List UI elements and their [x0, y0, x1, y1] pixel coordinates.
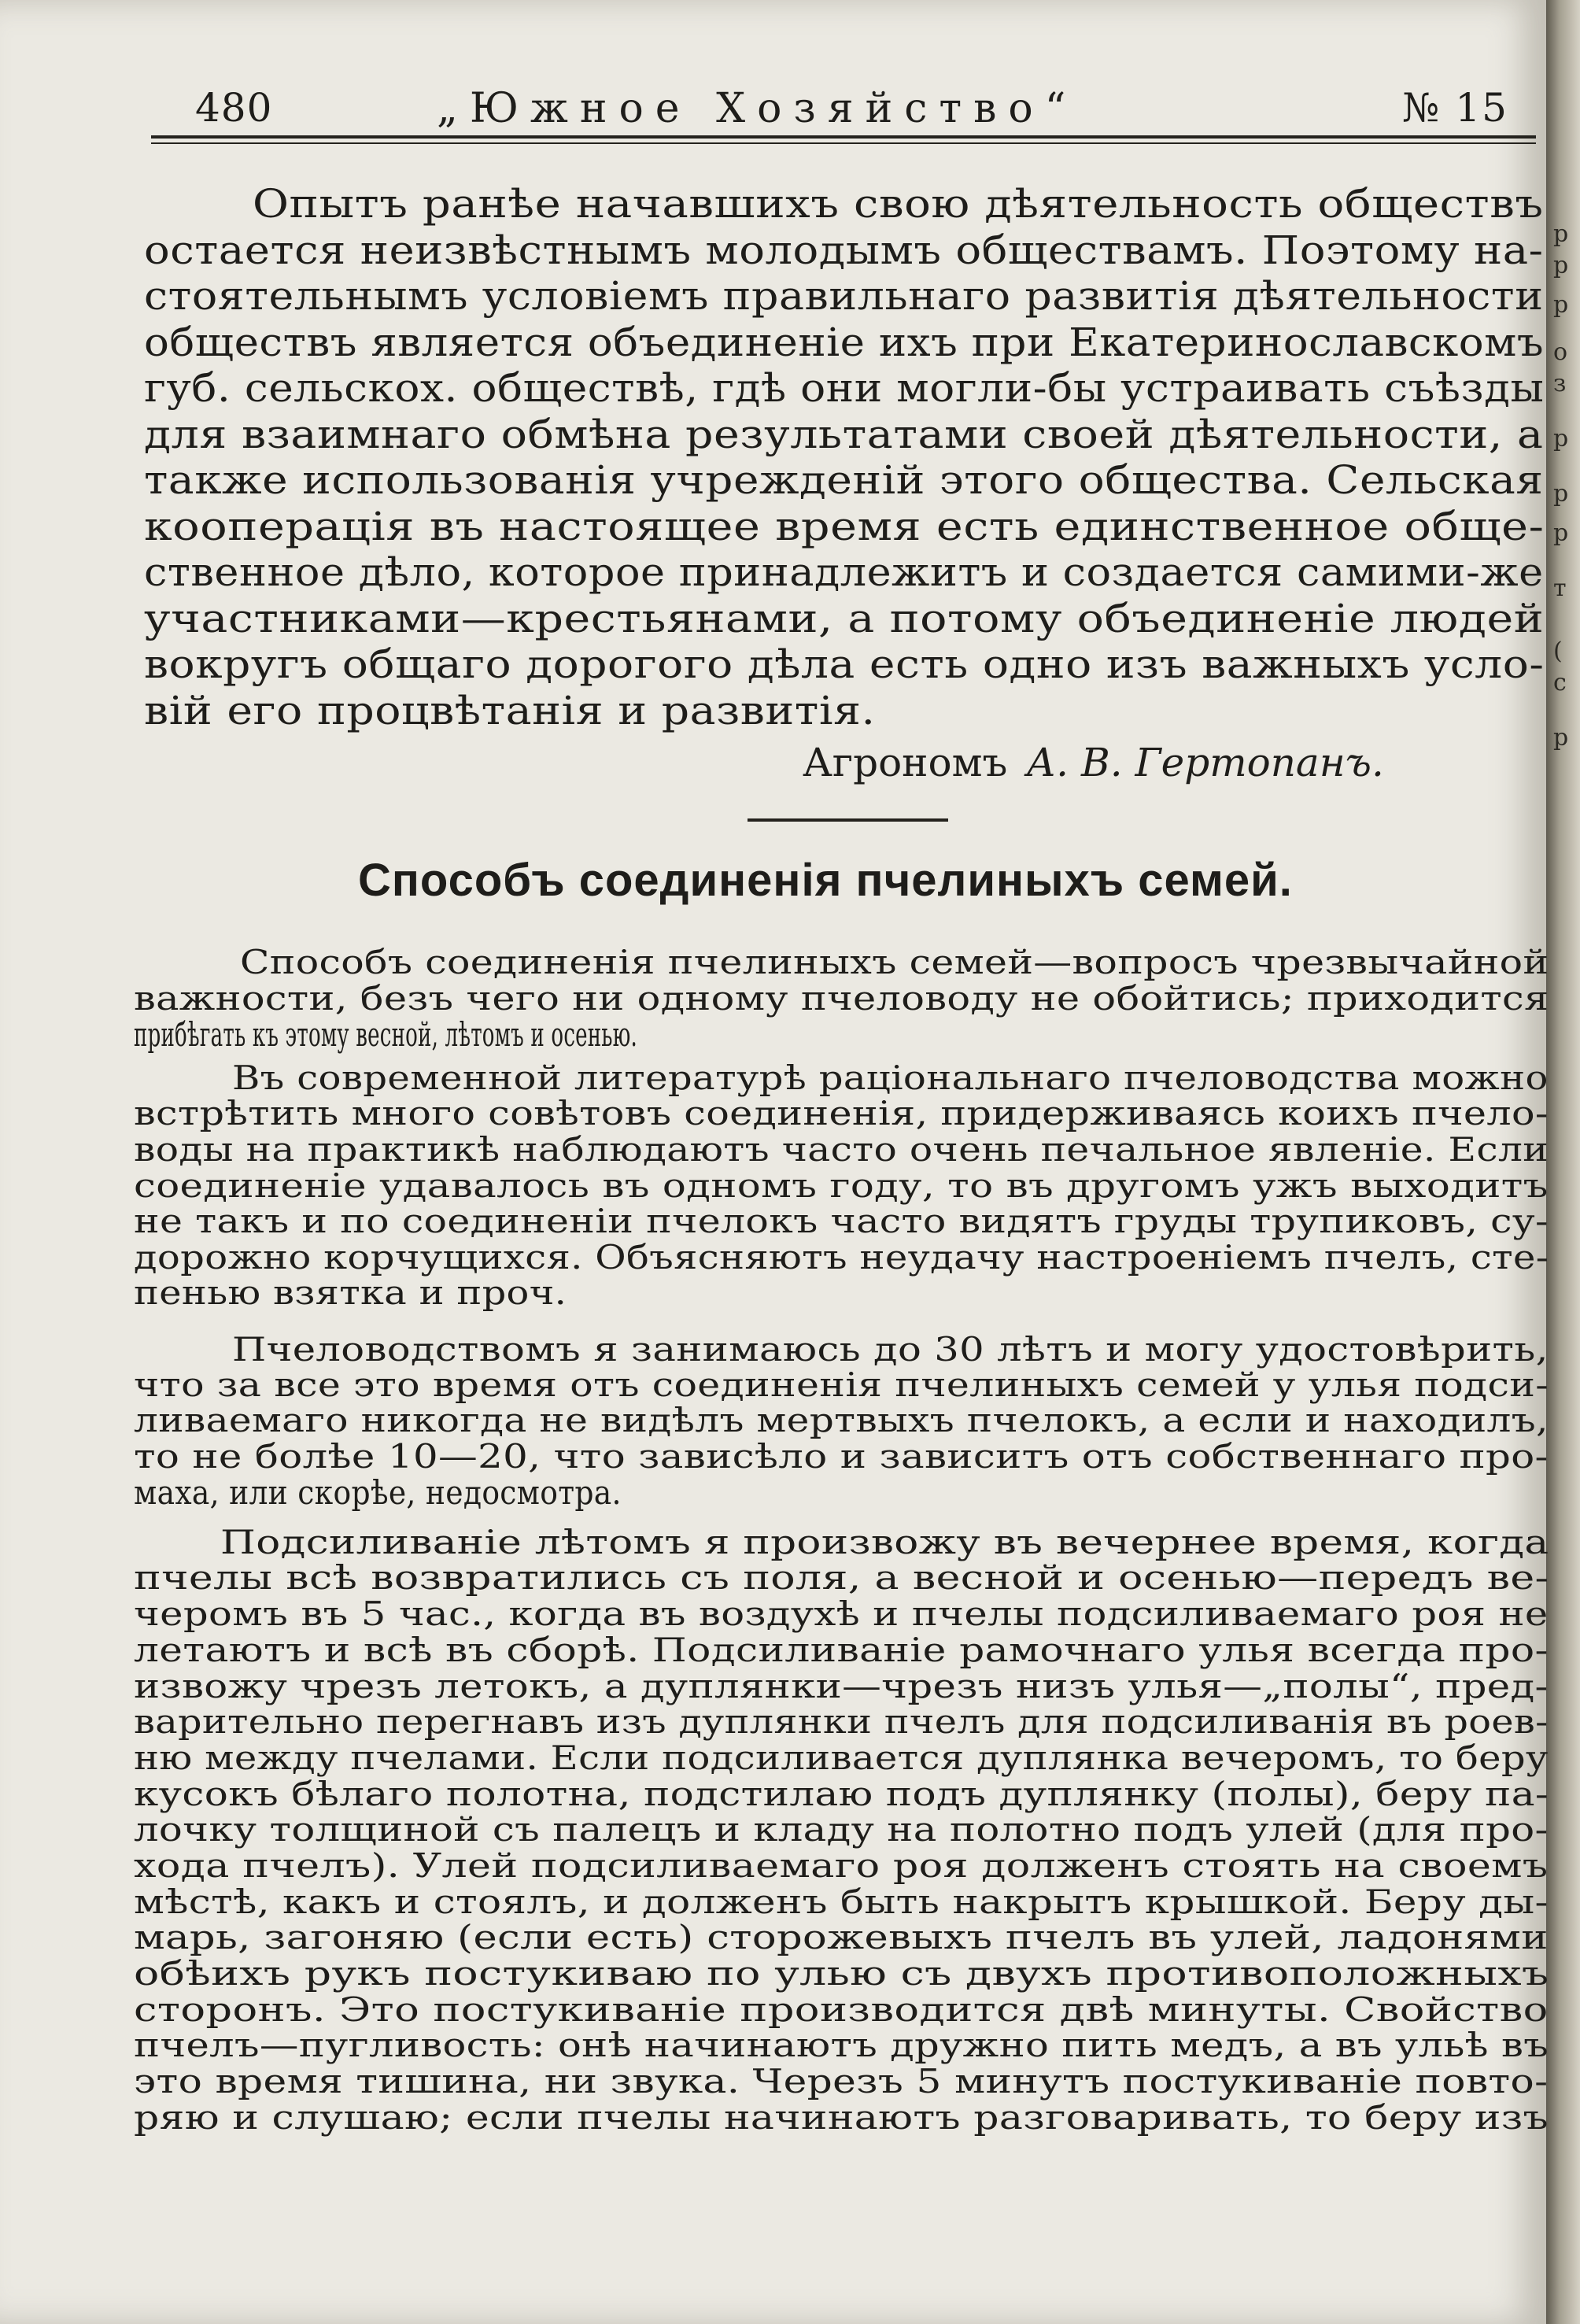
text-line: хода пчелъ). Улей подсиливаемаго роя долженъ стоять на своемъ	[134, 1846, 1549, 1885]
text-line: Пчеловодствомъ я занимаюсь до 30 лѣтъ и могу удостовѣрить,	[232, 1330, 1549, 1369]
margin-letter: з	[1553, 370, 1567, 397]
text-line: вій его процвѣтанія и развитія.	[144, 687, 876, 733]
text-line: Въ современной литературѣ раціональнаго пчеловодства можно	[232, 1059, 1549, 1097]
margin-letter: р	[1553, 425, 1569, 453]
text-line: обѣихъ рукъ постукиваю по улью съ двухъ противоположныхъ	[134, 1954, 1549, 1993]
running-header	[150, 85, 1515, 140]
text-line: встрѣтить много совѣтовъ соединенія, придерживаясь коихъ пчело-	[134, 1094, 1549, 1132]
margin-letter: (	[1553, 637, 1563, 665]
margin-letter: р	[1553, 724, 1569, 752]
margin-letter: о	[1553, 338, 1568, 366]
text-line: ню между пчелами. Если подсиливается дуплянка вечеромъ, то беру	[134, 1738, 1549, 1777]
issue-number: № 15	[1402, 85, 1508, 131]
text-line: прибѣгать къ этому весной, лѣтомъ и осенью.	[134, 1015, 638, 1054]
text-line: марь, загоняю (если есть) сторожевыхъ пчелъ въ улей, ладонями	[134, 1918, 1549, 1956]
text-line: также использованія учрежденій этого общества. Сельская	[144, 457, 1544, 503]
text-line: пчелъ—пугливость: онѣ начинаютъ дружно пить медъ, а въ ульѣ въ	[134, 2026, 1549, 2064]
text-line: ряю и слушаю; если пчелы начинаютъ разговаривать, то беру изъ	[134, 2098, 1549, 2137]
text-line: Способъ соединенія пчелиныхъ семей—вопросъ чрезвычайной	[240, 943, 1549, 981]
text-line: пенью взятка и проч.	[134, 1273, 567, 1312]
text-line: обществъ является объединеніе ихъ при Екатеринославскомъ	[144, 319, 1545, 365]
margin-letter: р	[1553, 480, 1569, 508]
text-line: варительно перегнавъ изъ дуплянки пчелъ для подсиливанія въ роев-	[134, 1702, 1549, 1741]
text-line: сторонъ. Это постукиваніе производится двѣ минуты. Свойство	[134, 1990, 1549, 2029]
text-line: летаютъ и всѣ въ сборѣ. Подсиливаніе рамочнаго улья всегда про-	[134, 1631, 1549, 1669]
header-rule-thick	[151, 135, 1536, 139]
margin-letter: р	[1553, 252, 1569, 279]
adjacent-page-letters	[1552, 0, 1580, 2324]
text-line: Подсиливаніе лѣтомъ я произвожу въ вечернее время, когда	[220, 1523, 1549, 1561]
page-number: 480	[195, 85, 273, 131]
text-line: лочку толщиной съ палецъ и кладу на полотно подъ улей (для про-	[134, 1810, 1549, 1849]
text-line: кооперація въ настоящее время есть единственное обще-	[144, 503, 1545, 549]
article-signature	[803, 740, 1384, 785]
text-line: пчелы всѣ возвратились съ поля, а весной и осенью—передъ ве-	[134, 1558, 1549, 1597]
text-line: ственное дѣло, которое принадлежитъ и создается самими-же	[144, 549, 1544, 595]
text-line: кусокъ бѣлаго полотна, подстилаю подъ дуплянку (полы), беру па-	[134, 1775, 1549, 1813]
text-line: участниками—крестьянами, а потому объединеніе людей	[144, 595, 1545, 641]
margin-letter: р	[1553, 291, 1569, 319]
article-separator	[748, 818, 948, 822]
margin-letter: р	[1553, 519, 1569, 547]
text-line: что за все это время отъ соединенія пчелиныхъ семей у улья подси-	[134, 1365, 1549, 1404]
text-line: соединеніе удавалось въ одномъ году, то въ другомъ ужъ выходитъ	[134, 1166, 1549, 1205]
text-line: важности, безъ чего ни одному пчеловоду не обойтись; приходится	[134, 979, 1549, 1018]
margin-letter: т	[1553, 575, 1567, 602]
text-line: ливаемаго никогда не видѣлъ мертвыхъ пчелокъ, а если и находилъ,	[134, 1401, 1549, 1439]
margin-letter: р	[1553, 220, 1569, 248]
text-line: не такъ и по соединеніи пчелокъ часто видятъ груды трупиковъ, су-	[134, 1202, 1549, 1240]
text-line: губ. сельскох. обществѣ, гдѣ они могли-бы устраивать съѣзды	[144, 365, 1545, 411]
text-line: вокругъ общаго дорогого дѣла есть одно изъ важныхъ усло-	[144, 641, 1545, 687]
text-line: мѣстѣ, какъ и стоялъ, и долженъ быть накрытъ крышкой. Беру ды-	[134, 1882, 1549, 1921]
text-line: Опытъ ранѣе начавшихъ свою дѣятельность обществъ	[253, 181, 1544, 227]
text-line: стоятельнымъ условіемъ правильнаго развитія дѣятельности	[144, 273, 1544, 319]
text-line: остается неизвѣстнымъ молодымъ обществамъ. Поэтому на-	[144, 227, 1544, 273]
signature-name: А. В. Гертопанъ.	[1026, 740, 1384, 785]
text-line: то не болѣе 10—20, что зависѣло и зависитъ отъ собственнаго про-	[134, 1437, 1549, 1476]
article-title: Способъ соединенія пчелиныхъ семей.	[358, 855, 1293, 906]
text-line: маха, или скорѣе, недосмотра.	[134, 1473, 622, 1512]
text-line: извожу чрезъ летокъ, а дуплянки—чрезъ низъ улья—„полы“, пред-	[134, 1667, 1549, 1705]
text-line: дорожно корчущихся. Объясняютъ неудачу настроеніемъ пчелъ, сте-	[134, 1238, 1549, 1277]
text-line: для взаимнаго обмѣна результатами своей дѣятельности, а	[144, 411, 1544, 457]
text-line: воды на практикѣ наблюдаютъ часто очень печальное явленіе. Если	[134, 1130, 1549, 1169]
signature-role: Агрономъ	[803, 740, 1008, 785]
header-rule-thin	[151, 142, 1536, 144]
text-line: это время тишина, ни звука. Черезъ 5 минутъ постукиваніе повто-	[134, 2062, 1549, 2100]
text-line: черомъ въ 5 час., когда въ воздухѣ и пчелы подсиливаемаго роя не	[134, 1594, 1549, 1633]
margin-letter: с	[1553, 669, 1567, 696]
journal-title: „Южное Хозяйство“	[437, 85, 1078, 132]
